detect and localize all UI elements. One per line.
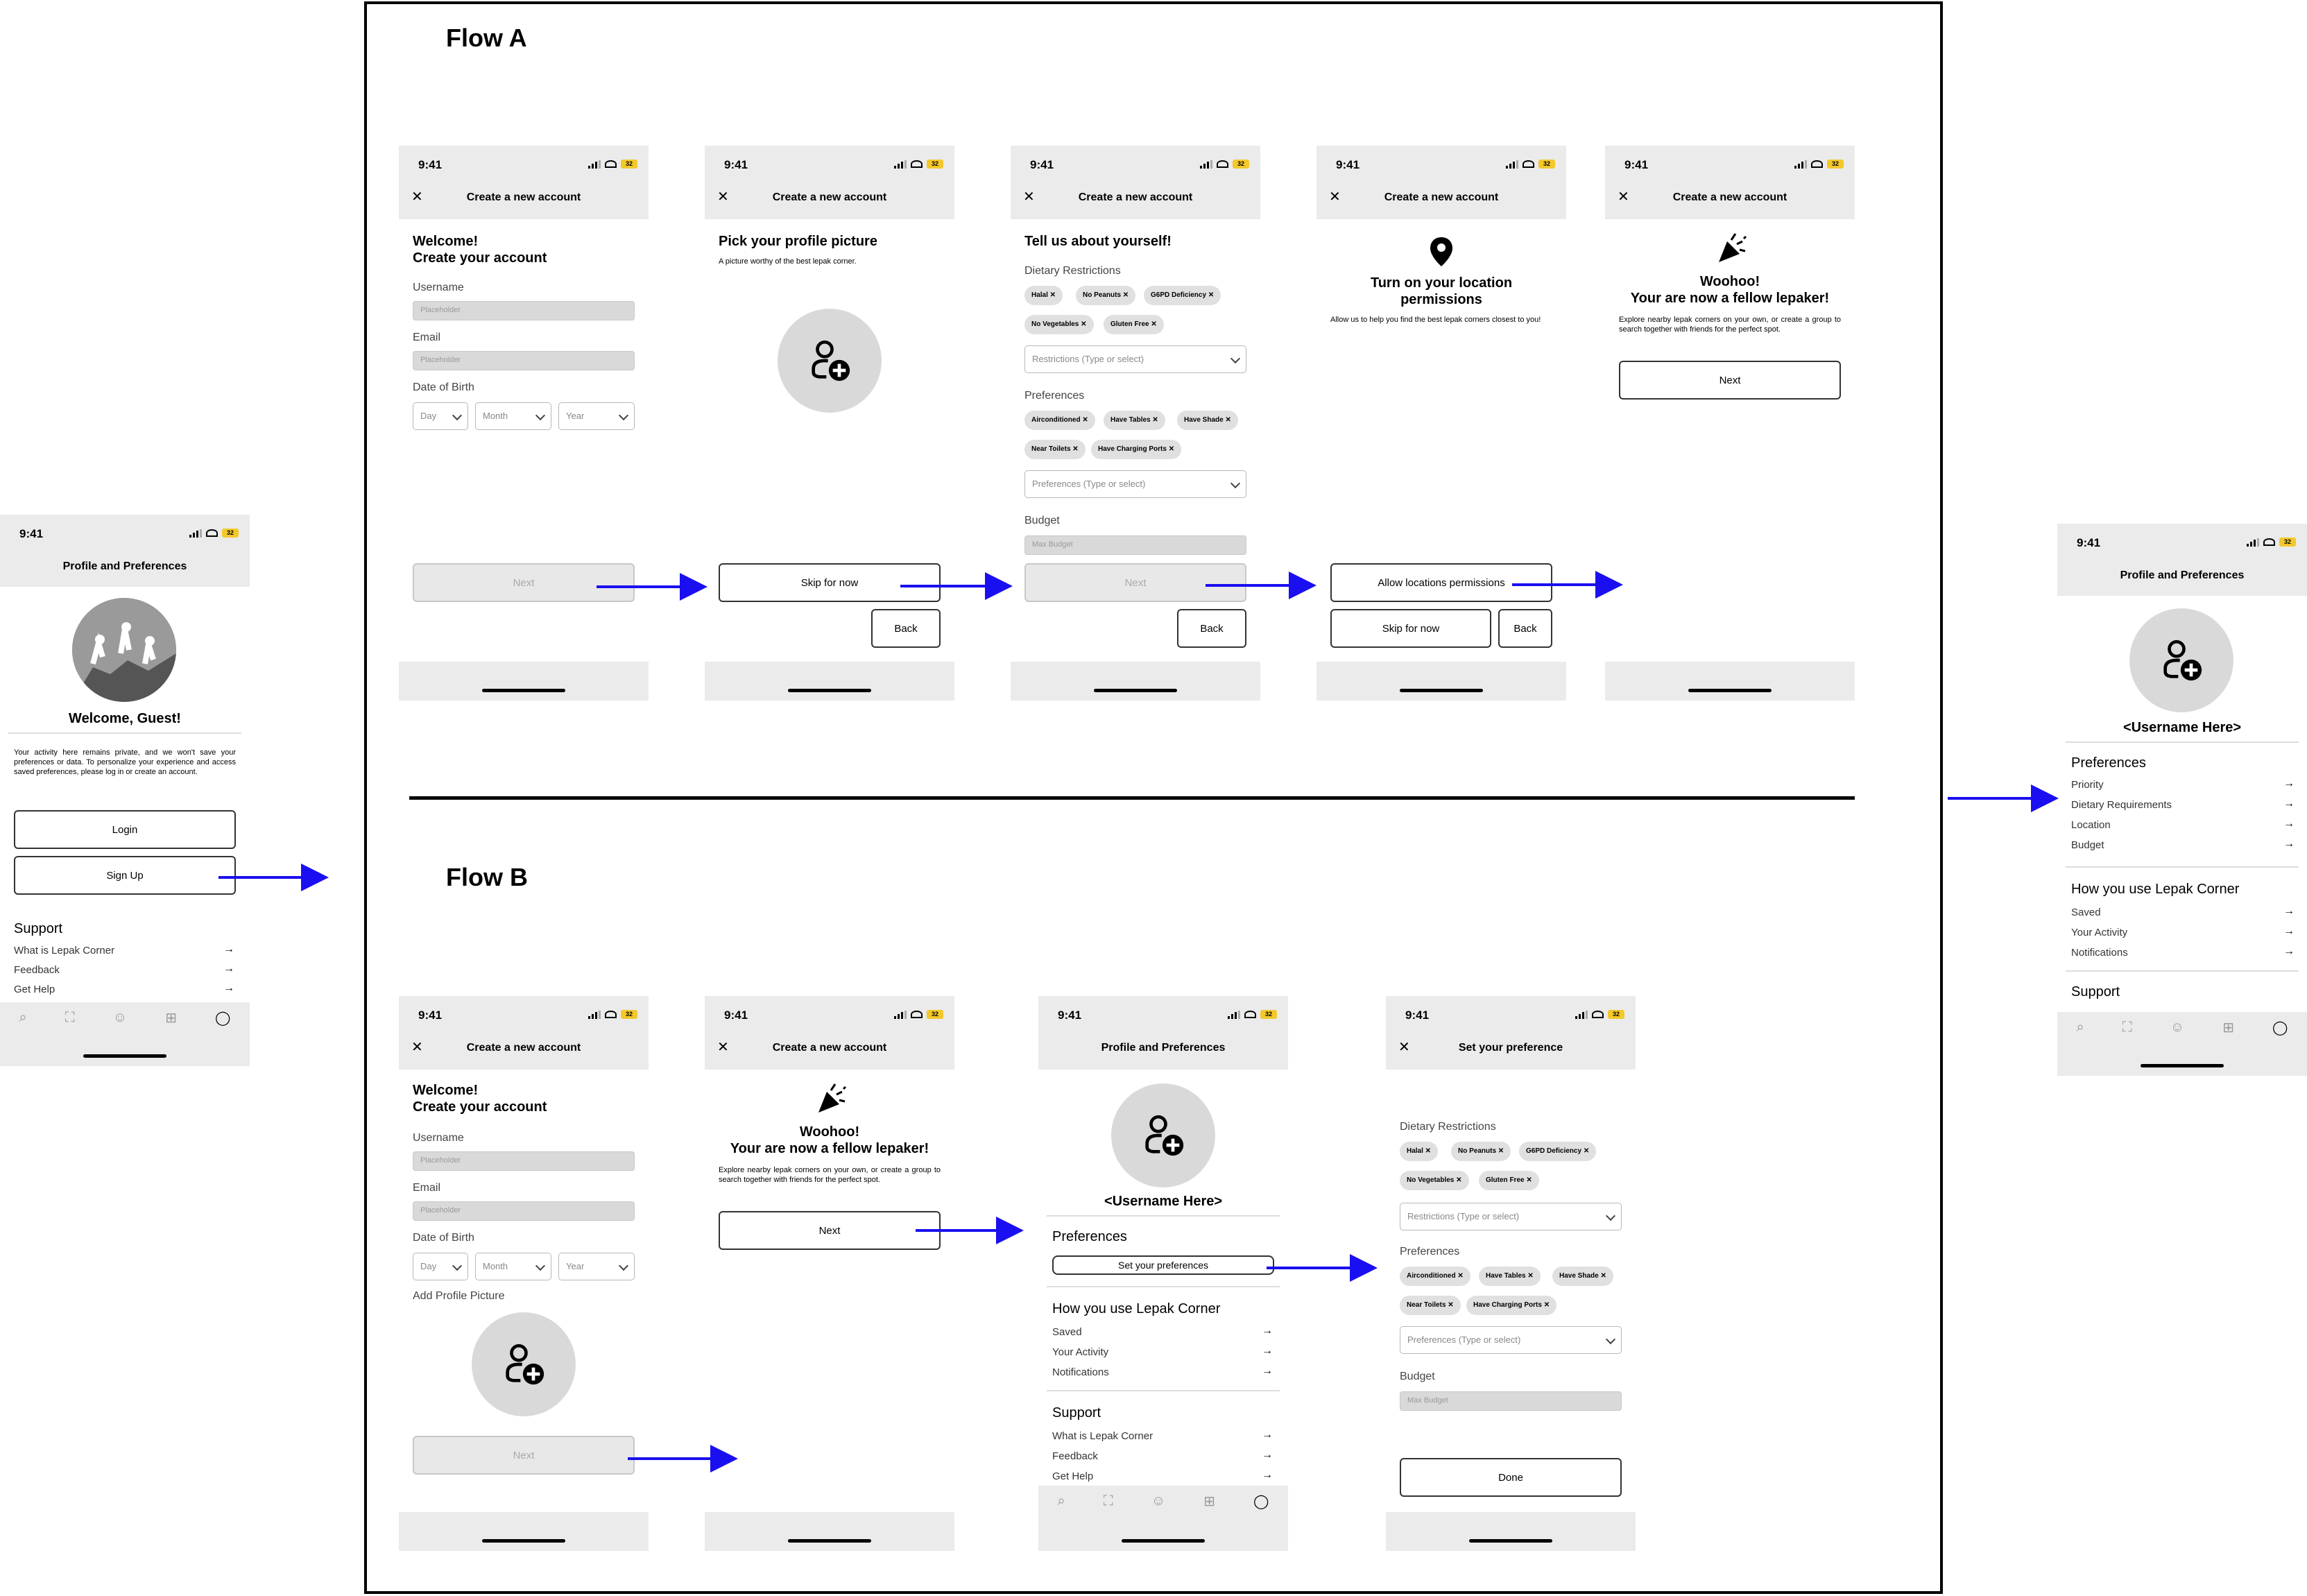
how-heading: How you use Lepak Corner: [2071, 882, 2240, 897]
arrow-right-icon: →: [223, 963, 234, 975]
how-heading: How you use Lepak Corner: [1052, 1301, 1221, 1316]
profile-tab-icon[interactable]: ◯: [1253, 1493, 1269, 1509]
diet-chip[interactable]: No Peanuts ✕: [1076, 286, 1135, 305]
about-title: Tell us about yourself!: [1024, 234, 1172, 249]
arrow-right-icon: →: [2283, 838, 2295, 850]
year-select[interactable]: Year: [558, 402, 635, 430]
next-button[interactable]: Next: [413, 563, 635, 602]
status-time: 9:41: [1030, 158, 1054, 171]
login-button[interactable]: Login: [14, 810, 236, 849]
close-icon[interactable]: ✕: [1329, 189, 1341, 205]
done-button[interactable]: Done: [1400, 1458, 1622, 1497]
budget-input[interactable]: Max Budget: [1024, 535, 1246, 555]
woohoo-subtitle: Explore nearby lepak corners on your own, or create a group to search together with friends for the perfect spot.: [1619, 316, 1841, 334]
status-time: 9:41: [1336, 158, 1360, 171]
dob-label: Date of Birth: [413, 381, 474, 393]
day-select[interactable]: Day: [413, 1253, 468, 1280]
location-subtitle: Allow us to help you find the best lepak corners closest to you!: [1330, 316, 1541, 324]
support-item[interactable]: Feedback: [14, 964, 60, 976]
close-icon[interactable]: ✕: [1023, 189, 1035, 205]
allow-location-button[interactable]: Allow locations permissions: [1330, 563, 1552, 602]
pref-chip[interactable]: Near Toilets ✕: [1400, 1296, 1461, 1315]
map-tab-icon[interactable]: ⛶: [2122, 1019, 2132, 1035]
diet-chip[interactable]: No Peanuts ✕: [1451, 1142, 1511, 1161]
add-tab-icon[interactable]: ⊞: [165, 1010, 177, 1026]
username-input[interactable]: Placeholder: [413, 1151, 635, 1171]
pref-item[interactable]: Location: [2071, 819, 2111, 831]
woohoo-title: Woohoo!: [1699, 274, 1760, 289]
welcome-title: Welcome!: [413, 234, 479, 249]
flow-b-title: Flow B: [446, 863, 528, 891]
username-display: <Username Here>: [1104, 1194, 1223, 1209]
back-button[interactable]: Back: [871, 609, 941, 648]
support-heading: Support: [1052, 1405, 1101, 1421]
arrow-right-icon: →: [2283, 945, 2295, 957]
close-icon[interactable]: ✕: [411, 1040, 423, 1055]
support-item[interactable]: What is Lepak Corner: [1052, 1430, 1154, 1442]
pref-item[interactable]: Budget: [2071, 839, 2104, 851]
add-tab-icon[interactable]: ⊞: [1203, 1493, 1215, 1509]
set-preferences-button[interactable]: Set your preferences: [1052, 1255, 1274, 1275]
status-icons: 32: [1200, 160, 1249, 169]
day-select[interactable]: Day: [413, 402, 468, 430]
username-input[interactable]: Placeholder: [413, 301, 635, 320]
group-tab-icon[interactable]: ☺: [1151, 1493, 1166, 1509]
nav-title: Create a new account: [1078, 191, 1193, 203]
add-tab-icon[interactable]: ⊞: [2222, 1020, 2234, 1036]
welcome-title: Welcome!: [413, 1083, 479, 1098]
close-icon[interactable]: ✕: [411, 189, 423, 205]
status-icons: 32: [894, 1010, 943, 1019]
arrow-right-icon: →: [223, 982, 234, 994]
username-display: <Username Here>: [2122, 720, 2242, 735]
arrow-right-icon: →: [1262, 1429, 1273, 1441]
year-select[interactable]: Year: [558, 1253, 635, 1280]
pref-chip[interactable]: Have Shade ✕: [1552, 1267, 1613, 1286]
email-label: Email: [413, 332, 441, 343]
arrow-right-icon: →: [2283, 778, 2295, 789]
status-icons: 32: [588, 1010, 637, 1019]
status-icons: 32: [1506, 160, 1555, 169]
next-button[interactable]: Next: [1619, 361, 1841, 400]
pref-item[interactable]: Dietary Requirements: [2071, 799, 2172, 811]
search-tab-icon[interactable]: ⌕: [2076, 1019, 2084, 1035]
status-icons: 32: [588, 160, 637, 169]
preferences-heading: Preferences: [2071, 755, 2146, 771]
signup-button[interactable]: Sign Up: [14, 856, 236, 895]
diet-chip[interactable]: Halal ✕: [1024, 286, 1063, 305]
add-picture-label: Add Profile Picture: [413, 1290, 505, 1302]
woohoo-title2: Your are now a fellow lepaker!: [1630, 291, 1830, 306]
pref-chip[interactable]: Airconditioned ✕: [1400, 1267, 1470, 1286]
budget-label: Budget: [1400, 1371, 1435, 1382]
pref-chip[interactable]: Have Tables ✕: [1479, 1267, 1541, 1286]
picture-title: Pick your profile picture: [719, 234, 877, 249]
restrictions-select[interactable]: Restrictions (Type or select): [1024, 345, 1246, 373]
status-time: 9:41: [2077, 536, 2101, 549]
status-time: 9:41: [1058, 1009, 1082, 1022]
nav-title: Create a new account: [466, 1042, 581, 1054]
preferences-select[interactable]: Preferences (Type or select): [1024, 470, 1246, 498]
month-select[interactable]: Month: [475, 1253, 551, 1280]
how-item[interactable]: Notifications: [2071, 947, 2128, 959]
preferences-select[interactable]: Preferences (Type or select): [1400, 1326, 1622, 1354]
map-tab-icon[interactable]: ⛶: [65, 1009, 75, 1025]
back-button[interactable]: Back: [1177, 609, 1246, 648]
profile-tab-icon[interactable]: ◯: [215, 1010, 231, 1026]
preferences-heading: Preferences: [1052, 1229, 1127, 1244]
woohoo-title2: Your are now a fellow lepaker!: [730, 1141, 929, 1156]
diet-chip[interactable]: G6PD Deficiency ✕: [1144, 286, 1221, 305]
next-button[interactable]: Next: [1024, 563, 1246, 602]
close-icon[interactable]: ✕: [717, 1040, 729, 1055]
dietary-label: Dietary Restrictions: [1400, 1121, 1496, 1133]
search-tab-icon[interactable]: ⌕: [1057, 1493, 1065, 1509]
search-tab-icon[interactable]: ⌕: [19, 1009, 27, 1025]
woohoo-title: Woohoo!: [799, 1124, 860, 1140]
status-time: 9:41: [1405, 1009, 1430, 1022]
group-tab-icon[interactable]: ☺: [112, 1009, 128, 1025]
nav-title: Create a new account: [466, 191, 581, 203]
email-input[interactable]: Placeholder: [413, 351, 635, 370]
guest-title: Welcome, Guest!: [69, 711, 181, 726]
pref-chip[interactable]: Near Toilets ✕: [1024, 440, 1086, 459]
nav-title: Profile and Preferences: [62, 560, 187, 572]
nav-title: Create a new account: [772, 1042, 887, 1054]
arrow-right-icon: →: [2283, 905, 2295, 917]
nav-title: Set your preference: [1458, 1042, 1563, 1054]
next-button[interactable]: Next: [719, 1211, 941, 1250]
status-icons: 32: [189, 529, 239, 538]
diet-chip[interactable]: Gluten Free ✕: [1104, 315, 1164, 334]
close-icon[interactable]: ✕: [1398, 1040, 1410, 1055]
preferences-label: Preferences: [1400, 1246, 1460, 1258]
arrow-right-icon: →: [2283, 818, 2295, 830]
diet-chip[interactable]: Halal ✕: [1400, 1142, 1438, 1161]
support-item[interactable]: Feedback: [1052, 1450, 1098, 1462]
nav-title: Profile and Preferences: [2120, 569, 2245, 581]
how-item[interactable]: Saved: [2071, 907, 2101, 918]
username-label: Username: [413, 282, 464, 293]
status-icons: 32: [894, 160, 943, 169]
nav-title: Create a new account: [1672, 191, 1787, 203]
skip-button[interactable]: Skip for now: [1330, 609, 1491, 648]
nav-title: Profile and Preferences: [1101, 1042, 1226, 1054]
status-icons: 32: [1575, 1010, 1624, 1019]
budget-label: Budget: [1024, 515, 1060, 526]
status-icons: 32: [1794, 160, 1844, 169]
picture-subtitle: A picture worthy of the best lepak corner.: [719, 257, 857, 266]
diet-chip[interactable]: No Vegetables ✕: [1400, 1171, 1469, 1190]
create-title: Create your account: [413, 1099, 547, 1115]
close-icon[interactable]: ✕: [717, 189, 729, 205]
arrow-right-icon: →: [1262, 1365, 1273, 1377]
diet-chip[interactable]: No Vegetables ✕: [1024, 315, 1094, 334]
how-item[interactable]: Your Activity: [1052, 1346, 1109, 1358]
pref-chip[interactable]: Have Charging Ports ✕: [1466, 1296, 1556, 1315]
close-icon[interactable]: ✕: [1618, 189, 1629, 205]
pref-item[interactable]: Priority: [2071, 779, 2104, 791]
status-time: 9:41: [418, 158, 443, 171]
location-title: Turn on your location permissions: [1370, 275, 1513, 307]
email-label: Email: [413, 1182, 441, 1194]
how-item[interactable]: Your Activity: [2071, 927, 2128, 938]
nav-title: Create a new account: [772, 191, 887, 203]
guest-body: Your activity here remains private, and we won't save your preferences or data. To personalize your experience and access saved preferences, please log in or create an account.: [14, 748, 236, 776]
pref-chip[interactable]: Have Tables ✕: [1104, 411, 1165, 430]
status-time: 9:41: [19, 527, 44, 540]
group-tab-icon[interactable]: ☺: [2170, 1019, 2185, 1035]
map-tab-icon[interactable]: ⛶: [1103, 1493, 1113, 1509]
dietary-label: Dietary Restrictions: [1024, 265, 1121, 277]
nav-title: Create a new account: [1384, 191, 1499, 203]
month-select[interactable]: Month: [475, 402, 551, 430]
preferences-label: Preferences: [1024, 390, 1085, 402]
username-label: Username: [413, 1132, 464, 1144]
status-time: 9:41: [418, 1009, 443, 1022]
pref-chip[interactable]: Have Shade ✕: [1177, 411, 1238, 430]
arrow-right-icon: →: [1262, 1449, 1273, 1461]
support-item[interactable]: What is Lepak Corner: [14, 945, 115, 956]
how-item[interactable]: Saved: [1052, 1326, 1082, 1338]
create-title: Create your account: [413, 250, 547, 266]
support-heading: Support: [14, 921, 63, 936]
how-item[interactable]: Notifications: [1052, 1366, 1109, 1378]
support-item[interactable]: Get Help: [14, 984, 55, 995]
support-heading: Support: [2071, 984, 2120, 999]
status-time: 9:41: [724, 1009, 748, 1022]
arrow-right-icon: →: [1262, 1345, 1273, 1357]
arrow-right-icon: →: [1262, 1469, 1273, 1481]
next-button[interactable]: Next: [413, 1436, 635, 1475]
arrow-right-icon: →: [2283, 798, 2295, 809]
woohoo-subtitle: Explore nearby lepak corners on your own, or create a group to search together with friends for the perfect spot.: [719, 1166, 941, 1184]
status-time: 9:41: [1624, 158, 1649, 171]
diet-chip[interactable]: Gluten Free ✕: [1479, 1171, 1539, 1190]
pref-chip[interactable]: Airconditioned ✕: [1024, 411, 1095, 430]
arrow-right-icon: →: [2283, 925, 2295, 937]
pref-chip[interactable]: Have Charging Ports ✕: [1091, 440, 1181, 459]
dob-label: Date of Birth: [413, 1232, 474, 1244]
status-time: 9:41: [724, 158, 748, 171]
arrow-right-icon: →: [1262, 1325, 1273, 1337]
flow-a-title: Flow A: [446, 24, 527, 52]
status-icons: 32: [2247, 538, 2296, 547]
skip-button[interactable]: Skip for now: [719, 563, 941, 602]
budget-input[interactable]: Max Budget: [1400, 1391, 1622, 1411]
diet-chip[interactable]: G6PD Deficiency ✕: [1519, 1142, 1596, 1161]
restrictions-select[interactable]: Restrictions (Type or select): [1400, 1203, 1622, 1230]
status-icons: 32: [1228, 1010, 1277, 1019]
arrow-right-icon: →: [223, 943, 234, 955]
email-input[interactable]: Placeholder: [413, 1201, 635, 1221]
support-item[interactable]: Get Help: [1052, 1470, 1094, 1482]
profile-tab-icon[interactable]: ◯: [2272, 1020, 2288, 1036]
back-button[interactable]: Back: [1498, 609, 1552, 648]
